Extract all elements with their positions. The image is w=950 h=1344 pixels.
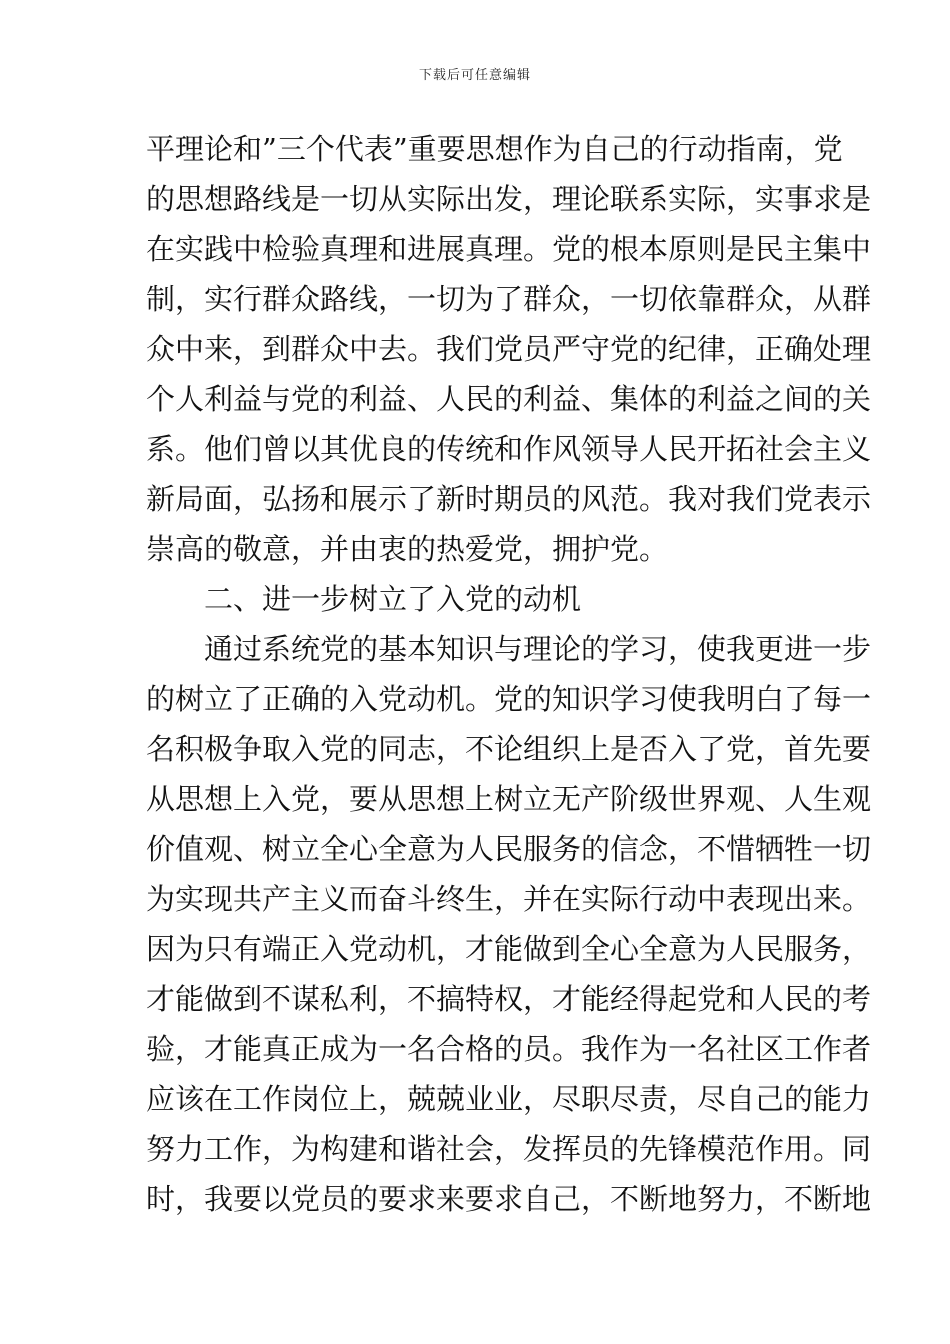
text-line: 验，才能真正成为一名合格的员。我作为一名社区工作者 — [146, 1032, 872, 1066]
text-line: 制，实行群众路线，一切为了群众，一切依靠群众，从群 — [146, 282, 872, 316]
text-line: 才能做到不谋私利，不搞特权，才能经得起党和人民的考 — [146, 982, 872, 1016]
text-line: 个人利益与党的利益、人民的利益、集体的利益之间的关 — [146, 382, 872, 416]
text-line: 为实现共产主义而奋斗终生，并在实际行动中表现出来。 — [146, 882, 872, 916]
page-header: 下载后可任意编辑 — [418, 68, 531, 83]
text-line: 的树立了正确的入党动机。党的知识学习使我明白了每一 — [146, 682, 872, 716]
text-line: 应该在工作岗位上，兢兢业业，尽职尽责，尽自己的能力 — [146, 1082, 872, 1116]
body-text — [146, 124, 872, 1224]
text-line: 系。他们曾以其优良的传统和作风领导人民开拓社会主义 — [146, 432, 872, 466]
text-line: 在实践中检验真理和进展真理。党的根本原则是民主集中 — [146, 232, 872, 266]
text-line: 新局面，弘扬和展示了新时期员的风范。我对我们党表示 — [146, 482, 872, 516]
text-line: 平理论和”三个代表”重要思想作为自己的行动指南，党 — [146, 132, 843, 166]
text-line: 时，我要以党员的要求来要求自己，不断地努力，不断地 — [146, 1182, 872, 1216]
text-line: 的思想路线是一切从实际出发，理论联系实际，实事求是 — [146, 182, 872, 216]
text-line: 从思想上入党，要从思想上树立无产阶级世界观、人生观 — [146, 782, 872, 816]
text-line: 价值观、树立全心全意为人民服务的信念，不惜牺牲一切 — [146, 832, 872, 866]
section-heading: 二、进一步树立了入党的动机 — [204, 582, 582, 616]
text-line: 众中来，到群众中去。我们党员严守党的纪律，正确处理 — [146, 332, 872, 366]
text-line: 通过系统党的基本知识与理论的学习，使我更进一步 — [204, 632, 872, 666]
text-line: 因为只有端正入党动机，才能做到全心全意为人民服务， — [146, 932, 872, 966]
text-line: 崇高的敬意，并由衷的热爱党，拥护党。 — [146, 532, 669, 566]
text-line: 努力工作，为构建和谐社会，发挥员的先锋模范作用。同 — [146, 1132, 872, 1166]
text-line: 名积极争取入党的同志，不论组织上是否入了党，首先要 — [146, 732, 872, 766]
